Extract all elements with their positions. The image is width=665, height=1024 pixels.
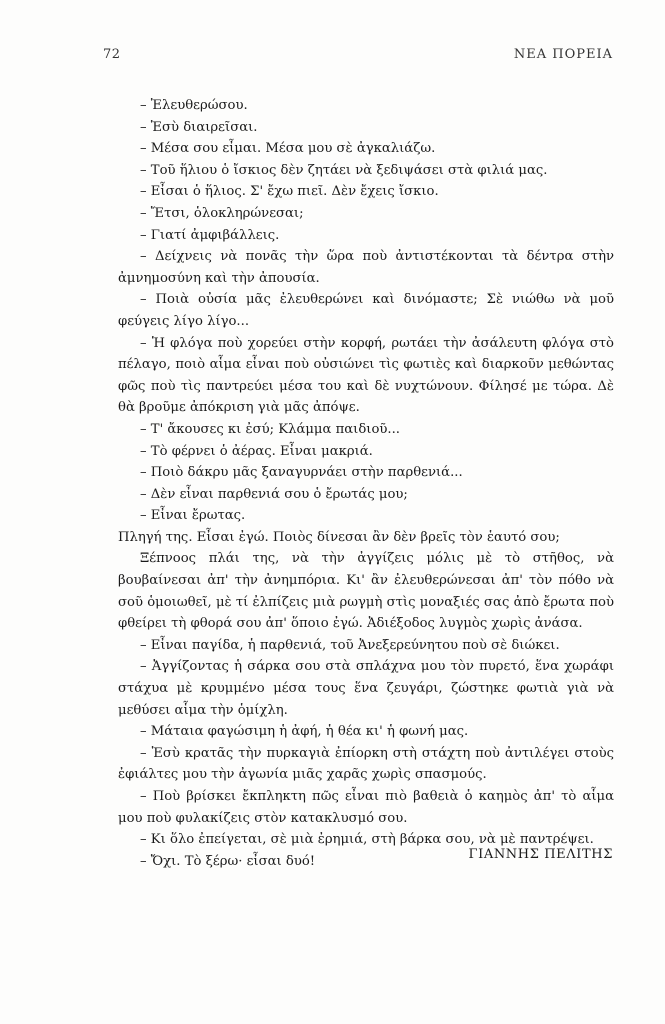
paragraph: – Δὲν εἶναι παρθενιά σου ὁ ἔρωτάς μου; [140, 486, 408, 502]
paragraph: – Εἶναι παγίδα, ἡ παρθενιά, τοῦ Ἀνεξερεύνητου ποὺ σὲ διώκει. [140, 637, 560, 653]
paragraph: – Εἶσαι ὁ ἥλιος. Σ' ἔχω πιεῖ. Δὲν ἔχεις ἴσκιο. [140, 184, 439, 200]
author-signature: ΓΙΑΝΝΗΣ ΠΕΛΙΤΗΣ [468, 847, 613, 862]
paragraph: – Τοῦ ἥλιου ὁ ἴσκιος δὲν ζητάει νὰ ξεδιψάσει στὰ φιλιά μας. [140, 162, 548, 178]
running-head: ΝΕΑ ΠΟΡΕΙΑ [513, 47, 613, 62]
paragraph: – Τὸ φέρνει ὁ ἀέρας. Εἶναι μακριά. [140, 443, 373, 459]
paragraph: – Ἐλευθερώσου. [140, 98, 248, 113]
paragraph: – Ἔτσι, ὁλοκληρώνεσαι; [140, 205, 304, 221]
paragraph: – Ἡ φλόγα ποὺ χορεύει στὴν κορφή, ρωτάει τὴν ἀσάλευτη φλόγα στὸ πέλαγο, ποιὸ αἷμα εἶναι ποὺ οὐσιώνει τὶς φωτιὲς καὶ διαρκοῦν μεθώντας φῶς ποὺ τὶς παντρεύει μέσα του καὶ δὲ νυχτώνουν. Φίλησέ με τώρα. Δὲ θὰ βροῦμε ἀπόκριση γιὰ μᾶς ἀπόψε. [118, 335, 614, 416]
paragraph: – Ποιὰ οὐσία μᾶς ἐλευθερώνει καὶ δινόμαστε; Σὲ νιώθω νὰ μοῦ φεύγεις λίγο λίγο... [118, 292, 614, 329]
page-number: 72 [103, 47, 121, 62]
paragraph: – Μέσα σου εἶμαι. Μέσα μου σὲ ἀγκαλιάζω. [140, 141, 436, 157]
paragraph: – Κι ὅλο ἐπείγεται, σὲ μιὰ ἐρημιά, στὴ βάρκα σου, νὰ μὲ παντρέψει. [140, 832, 594, 848]
paragraph: – Μάταια φαγώσιμη ἡ ἀφή, ἡ θέα κι' ἡ φωνή μας. [140, 724, 469, 740]
paragraph: – Δείχνεις νὰ πονᾶς τὴν ὥρα ποὺ ἀντιστέκονται τὰ δέντρα στὴν ἀμνημοσύνη καὶ τὴν ἀπουσία. [118, 249, 614, 286]
paragraph: – Τ' ἄκουσες κι ἐσύ; Κλάμμα παιδιοῦ... [140, 421, 400, 437]
paragraph: – Ποιὸ δάκρυ μᾶς ξαναγυρνάει στὴν παρθενιά... [140, 465, 463, 481]
paragraph: – Γιατί ἀμφιβάλλεις. [140, 227, 280, 243]
paragraph: – Ποὺ βρίσκει ἔκπληκτη πῶς εἶναι πιὸ βαθειὰ ὁ καημὸς ἀπ' τὸ αἷμα μου ποὺ φυλακίζεις στὸν κατακλυσμό σου. [118, 789, 614, 826]
paragraph: Ξέπνοος πλάι της, νὰ τὴν ἀγγίζεις μόλις μὲ τὸ στῆθος, νὰ βουβαίνεσαι ἀπ' τὴν ἀνημπόρια. Κι' ἂν ἐλευθερώνεσαι ἀπ' τὸν πόθο νὰ σοῦ ὁμοιωθεῖ, μὲ τί ἐλπίζεις μιὰ ρωγμὴ στὶς μοναξιές σας ἀπὸ ἔρωτα ποὺ φθείρει τὴ φθορά σου ἀπ' ὅποιο ἐγώ. Ἀδιέξοδος λυγμὸς χωρὶς ἀνάσα. [118, 551, 614, 632]
paragraph: Πληγή της. Εἶσαι ἐγώ. Ποιὸς δίνεσαι ἂν δὲν βρεῖς τὸν ἑαυτό σου; [118, 529, 560, 545]
paragraph: – Εἶναι ἔρωτας. [140, 508, 246, 524]
paragraph: – Ἐσὺ κρατᾶς τὴν πυρκαγιὰ ἐπίορκη στὴ στάχτη ποὺ ἀντιλέγει στοὺς ἐφιάλτες μου τὴν ἀγωνία μιᾶς χαρᾶς χωρὶς σπασμούς. [118, 745, 614, 783]
paragraph: – Ὄχι. Τὸ ξέρω· εἶσαι δυό! [140, 853, 316, 869]
paragraph: – Ἐσὺ διαιρεῖσαι. [140, 119, 258, 135]
paragraph: – Ἀγγίζοντας ἡ σάρκα σου στὰ σπλάχνα μου τὸν πυρετό, ἕνα χωράφι στάχυα μὲ κρυμμένο μέσα τους ἕνα ζευγάρι, ζώστηκε φωτιὰ γιὰ νὰ μεθύσει αἷμα τὴν ὁμίχλη. [118, 659, 614, 718]
body-text [118, 95, 614, 872]
